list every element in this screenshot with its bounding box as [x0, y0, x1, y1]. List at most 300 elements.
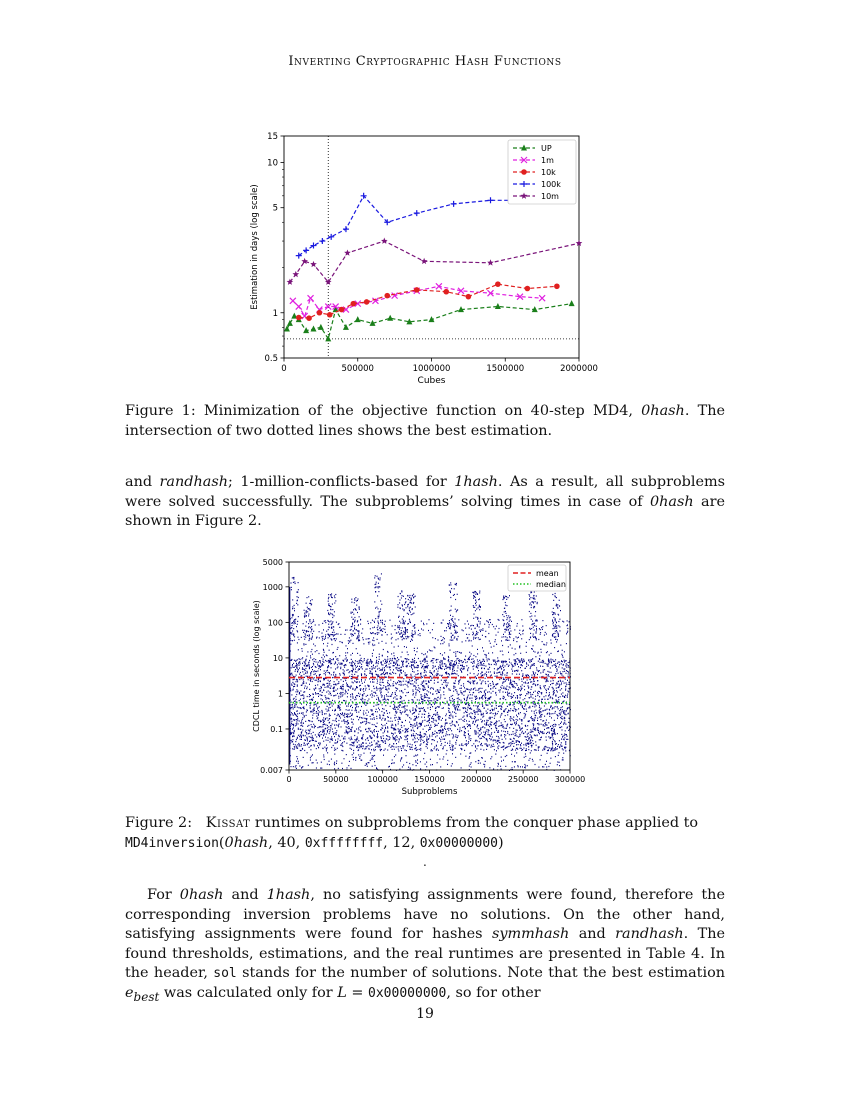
fig2-point [528, 733, 529, 734]
fig2-point [531, 732, 532, 733]
fig2-point [521, 694, 522, 695]
fig2-point [551, 728, 552, 729]
fig2-point [493, 768, 494, 769]
fig2-point [296, 689, 297, 690]
fig2-point [540, 759, 541, 760]
fig2-point [568, 662, 569, 663]
fig2-point [387, 682, 388, 683]
fig2-point [443, 694, 444, 695]
fig2-point [516, 721, 517, 722]
fig2-point [452, 666, 453, 667]
fig2-point [367, 659, 368, 660]
fig2-point [337, 679, 338, 680]
fig2-point [368, 731, 369, 732]
fig2-point [303, 712, 304, 713]
fig2-point [526, 709, 527, 710]
fig2-point [356, 739, 357, 740]
fig2-point [450, 747, 451, 748]
fig2-point [509, 684, 510, 685]
fig2-point [363, 713, 364, 714]
fig2-point [303, 692, 304, 693]
fig2-point [466, 700, 467, 701]
fig2-point [510, 644, 511, 645]
fig2-point [519, 662, 520, 663]
fig2-point [473, 638, 474, 639]
fig2-point [544, 733, 545, 734]
fig2-point [518, 741, 519, 742]
fig2-point [443, 658, 444, 659]
fig2-point [412, 689, 413, 690]
fig2-point [443, 691, 444, 692]
fig2-point [340, 663, 341, 664]
fig2-point [314, 661, 315, 662]
fig2-point [470, 690, 471, 691]
fig2-point [416, 765, 417, 766]
fig2-point [548, 736, 549, 737]
fig2-point [516, 723, 517, 724]
fig2-point [307, 687, 308, 688]
fig2-point [327, 725, 328, 726]
fig2-point [386, 665, 387, 666]
fig2-point [353, 759, 354, 760]
fig2-point [369, 722, 370, 723]
fig2-point [346, 754, 347, 755]
fig2-point [382, 704, 383, 705]
fig2-point [485, 666, 486, 667]
fig2-point [383, 735, 384, 736]
fig2-point [419, 708, 420, 709]
fig2-point [368, 740, 369, 741]
fig2-point [476, 720, 477, 721]
fig2-point [376, 726, 377, 727]
fig2-point [359, 681, 360, 682]
fig2-point [417, 749, 418, 750]
fig2-point [337, 748, 338, 749]
fig2-point [346, 721, 347, 722]
fig2-point [549, 716, 550, 717]
fig2-point [370, 760, 371, 761]
fig2-point [527, 679, 528, 680]
fig2-point [498, 745, 499, 746]
fig2-point [309, 668, 310, 669]
fig2-point [540, 634, 541, 635]
fig2-point [316, 736, 317, 737]
fig2-point [503, 696, 504, 697]
fig2-point [448, 708, 449, 709]
fig2-point [554, 732, 555, 733]
fig2-point [332, 731, 333, 732]
fig2-point [362, 718, 363, 719]
fig2-point [460, 688, 461, 689]
fig2-point [377, 668, 378, 669]
fig2-point [514, 681, 515, 682]
fig2-point [511, 724, 512, 725]
fig2-point [424, 666, 425, 667]
fig2-point [376, 744, 377, 745]
fig2-point [318, 668, 319, 669]
fig2-point [564, 697, 565, 698]
fig2-point [348, 640, 349, 641]
fig2-point [506, 747, 507, 748]
fig2-point [334, 764, 335, 765]
fig2-point [425, 653, 426, 654]
fig2-point [414, 723, 415, 724]
fig2-point [372, 697, 373, 698]
fig2-point [559, 685, 560, 686]
fig2-point [387, 667, 388, 668]
fig2-point [449, 689, 450, 690]
fig2-point [375, 693, 376, 694]
fig2-point [300, 659, 301, 660]
fig2-point [466, 703, 467, 704]
fig2-point [459, 652, 460, 653]
fig2-point [511, 743, 512, 744]
fig1-point-10k [443, 289, 449, 295]
fig2-point [368, 722, 369, 723]
fig2-point [522, 665, 523, 666]
fig2-point [379, 684, 380, 685]
fig2-point [469, 738, 470, 739]
fig2-point [388, 683, 389, 684]
running-header: Inverting Cryptographic Hash Functions [288, 54, 562, 69]
fig2-point [545, 746, 546, 747]
fig2-point [422, 666, 423, 667]
fig2-point [522, 661, 523, 662]
fig2-point [554, 665, 555, 666]
fig2-point [493, 691, 494, 692]
fig2-point [569, 621, 570, 622]
fig2-point [545, 695, 546, 696]
fig2-point [532, 664, 533, 665]
fig2-point [419, 633, 420, 634]
fig2-point [343, 669, 344, 670]
fig2-point [506, 688, 507, 689]
fig2-point [370, 694, 371, 695]
fig2-point [472, 666, 473, 667]
fig2-point [367, 621, 368, 622]
fig2-point [430, 680, 431, 681]
fig2-point [374, 750, 375, 751]
fig2-point [382, 741, 383, 742]
fig2-point [420, 750, 421, 751]
fig2-point [297, 684, 298, 685]
fig1-series-10m [287, 238, 583, 285]
fig2-point [532, 738, 533, 739]
fig2-point [396, 717, 397, 718]
fig2-point [564, 660, 565, 661]
fig2-point [319, 624, 320, 625]
fig2-point [430, 764, 431, 765]
fig2-point [291, 723, 292, 724]
fig2-point [548, 689, 549, 690]
fig2-point [538, 703, 539, 704]
fig2-point [305, 731, 306, 732]
fig2-point [550, 763, 551, 764]
fig2-point [296, 765, 297, 766]
fig2-point [305, 644, 306, 645]
fig2-point [313, 644, 314, 645]
fig2-point [352, 661, 353, 662]
fig2-point [370, 660, 371, 661]
fig2-point [371, 738, 372, 739]
fig2-point [428, 697, 429, 698]
fig2-point [377, 711, 378, 712]
fig2-point [498, 672, 499, 673]
fig2-point [316, 711, 317, 712]
fig2-point [543, 720, 544, 721]
fig2-point [303, 679, 304, 680]
fig2-point [423, 707, 424, 708]
fig2-point [538, 750, 539, 751]
fig2-point [307, 726, 308, 727]
fig2-point [355, 739, 356, 740]
fig2-point [309, 689, 310, 690]
fig2-point [452, 704, 453, 705]
fig2-point [304, 715, 305, 716]
fig2-point [313, 711, 314, 712]
fig2-point [484, 661, 485, 662]
fig2-point [347, 715, 348, 716]
fig2-point [469, 708, 470, 709]
fig2-point [464, 687, 465, 688]
fig2-point [381, 697, 382, 698]
fig2-point [535, 741, 536, 742]
fig2-point [559, 664, 560, 665]
fig2-point [310, 759, 311, 760]
fig2-point [502, 674, 503, 675]
fig2-point [437, 659, 438, 660]
fig2-point [444, 726, 445, 727]
fig2-point [399, 690, 400, 691]
fig2-point [367, 665, 368, 666]
fig2-point [409, 717, 410, 718]
fig2-point [319, 736, 320, 737]
fig2-point [395, 738, 396, 739]
fig2-point [340, 694, 341, 695]
fig2-point [347, 727, 348, 728]
fig2-point [378, 698, 379, 699]
fig2-point [539, 712, 540, 713]
fig2-point [503, 742, 504, 743]
fig2-point [531, 681, 532, 682]
fig2-point [495, 628, 496, 629]
fig2-point [370, 709, 371, 710]
fig2-point [480, 738, 481, 739]
fig2-point [544, 729, 545, 730]
fig2-point [411, 718, 412, 719]
fig2-point [528, 675, 529, 676]
fig2-point [317, 727, 318, 728]
fig2-point [329, 761, 330, 762]
fig2-point [542, 620, 543, 621]
fig2-point [322, 640, 323, 641]
fig2-point [547, 665, 548, 666]
fig2-point [354, 680, 355, 681]
fig2-point [522, 684, 523, 685]
fig2-point [327, 643, 328, 644]
fig2-point [418, 687, 419, 688]
fig2-point [306, 683, 307, 684]
fig2-point [553, 737, 554, 738]
fig2-point [384, 698, 385, 699]
fig2-point [563, 621, 564, 622]
fig2-point [342, 736, 343, 737]
fig2-point [530, 729, 531, 730]
fig2-point [498, 706, 499, 707]
fig2-point [401, 713, 402, 714]
fig2-point [390, 721, 391, 722]
fig2-point [338, 726, 339, 727]
fig2-point [448, 656, 449, 657]
fig2-point [304, 669, 305, 670]
fig2-point [454, 636, 455, 637]
fig2-point [294, 621, 295, 622]
fig2-point [516, 626, 517, 627]
fig2-point [320, 688, 321, 689]
fig2-point [400, 712, 401, 713]
fig2-point [376, 695, 377, 696]
fig2-point [291, 667, 292, 668]
fig2-point [515, 653, 516, 654]
fig2-point [426, 675, 427, 676]
fig2-point [501, 735, 502, 736]
fig2-point [337, 707, 338, 708]
fig2-point [323, 662, 324, 663]
fig2-point [470, 694, 471, 695]
fig2-point [438, 717, 439, 718]
fig2-point [348, 706, 349, 707]
fig2-point [372, 766, 373, 767]
fig2-point [420, 711, 421, 712]
fig2-point [503, 726, 504, 727]
fig2-point [432, 750, 433, 751]
fig2-point [297, 718, 298, 719]
fig2-point [413, 700, 414, 701]
fig2-point [472, 663, 473, 664]
fig2-point [562, 757, 563, 758]
fig2-point [328, 709, 329, 710]
fig2-point [348, 643, 349, 644]
fig2-point [387, 731, 388, 732]
fig2-point [567, 632, 568, 633]
fig2-point [469, 689, 470, 690]
fig2-point [554, 729, 555, 730]
fig2-point [562, 692, 563, 693]
fig2-point [432, 658, 433, 659]
fig2-point [300, 735, 301, 736]
fig2-point [436, 662, 437, 663]
fig2-point [411, 664, 412, 665]
fig2-point [493, 659, 494, 660]
fig2-point [499, 628, 500, 629]
fig2-point [500, 651, 501, 652]
fig2-point [542, 660, 543, 661]
fig2-point [463, 691, 464, 692]
fig2-point [328, 726, 329, 727]
fig2-point [356, 728, 357, 729]
fig2-point [394, 709, 395, 710]
fig2-point [402, 701, 403, 702]
fig2-point [419, 691, 420, 692]
fig2-point [518, 689, 519, 690]
fig2-point [541, 662, 542, 663]
fig2-point [354, 699, 355, 700]
fig2-point [341, 664, 342, 665]
fig2-point [315, 693, 316, 694]
fig2-point [299, 720, 300, 721]
fig2-point [342, 692, 343, 693]
fig2-point [560, 673, 561, 674]
fig2-point [523, 678, 524, 679]
fig2-point [552, 659, 553, 660]
fig2-point [552, 725, 553, 726]
fig2-point [398, 750, 399, 751]
fig2-point [349, 676, 350, 677]
fig2-point [389, 736, 390, 737]
fig2-point [513, 738, 514, 739]
fig2-point [455, 726, 456, 727]
fig2-point [503, 661, 504, 662]
fig2-point [422, 714, 423, 715]
fig2-point [433, 739, 434, 740]
fig2-point [317, 708, 318, 709]
fig2-point [368, 728, 369, 729]
fig2-point [450, 714, 451, 715]
fig2-point [447, 685, 448, 686]
fig2-point [538, 670, 539, 671]
fig2-point [478, 732, 479, 733]
fig2-point [324, 721, 325, 722]
fig2-point [411, 680, 412, 681]
fig2-point [323, 643, 324, 644]
fig2-point [353, 745, 354, 746]
fig2-point [301, 735, 302, 736]
fig2-point [461, 745, 462, 746]
fig2-point [329, 731, 330, 732]
fig2-point [438, 750, 439, 751]
fig2-point [333, 695, 334, 696]
fig2-point [493, 646, 494, 647]
fig2-point [478, 728, 479, 729]
fig2-point [291, 733, 292, 734]
fig2-point [556, 627, 557, 628]
fig2-point [388, 720, 389, 721]
fig2-point [552, 743, 553, 744]
fig2-point [406, 736, 407, 737]
fig2-point [456, 662, 457, 663]
fig2-point [320, 721, 321, 722]
fig2-point [302, 748, 303, 749]
fig2-point [402, 730, 403, 731]
fig2-point [552, 733, 553, 734]
fig2-point [413, 733, 414, 734]
fig2-point [294, 683, 295, 684]
fig2-point [478, 692, 479, 693]
fig2-point [471, 653, 472, 654]
fig2-point [419, 723, 420, 724]
fig2-point [305, 673, 306, 674]
fig2-point [312, 699, 313, 700]
fig2-point [328, 637, 329, 638]
fig2-point [311, 631, 312, 632]
fig2-point [330, 663, 331, 664]
fig2-point [348, 704, 349, 705]
fig2-point [498, 660, 499, 661]
fig2-point [547, 671, 548, 672]
fig2-point [453, 688, 454, 689]
fig2-point [467, 670, 468, 671]
fig2-point [437, 697, 438, 698]
